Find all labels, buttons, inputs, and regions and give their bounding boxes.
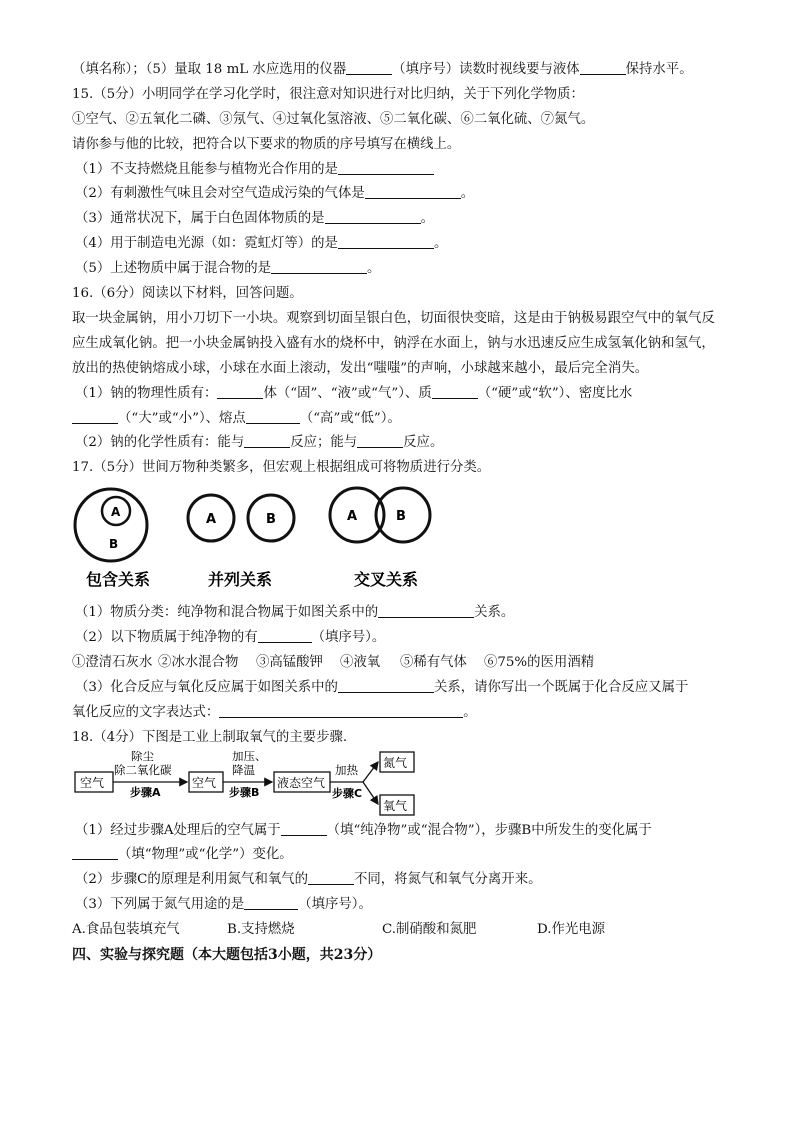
- q16-sub-1-text-e: （“高”或“低”）。: [299, 410, 401, 426]
- caption-intersection: 交叉关系: [354, 570, 419, 590]
- q16-sub-1-text-a: （1）钠的物理性质有：: [75, 385, 218, 401]
- answer-blank[interactable]: [217, 383, 263, 399]
- q17-sub-1-text-b: 关系。: [474, 605, 515, 621]
- answer-blank[interactable]: [219, 702, 463, 718]
- option-3: ③高锰酸钾: [256, 654, 323, 670]
- answer-blank[interactable]: [281, 820, 327, 836]
- step-c-name: 步骤C: [332, 786, 363, 800]
- q15-sub-5-text: （5）上述物质中属于混合物的是: [75, 261, 271, 277]
- label-b: B: [266, 512, 276, 528]
- q18-sub-1-text-b: （填“纯净物”或“混合物”），步骤B中所发生的变化属于: [326, 822, 652, 838]
- q18-sub-2-text-b: 不同，将氮气和氧气分离开来。: [354, 872, 542, 888]
- q15-sub-4: [72, 232, 722, 257]
- period: 。: [460, 186, 475, 202]
- period: 。: [463, 704, 477, 720]
- q15-sub-1-text: （1）不支持燃烧且能参与植物光合作用的是: [75, 161, 338, 177]
- answer-blank[interactable]: [244, 894, 298, 910]
- step-b-label-2: 降温: [232, 762, 255, 777]
- option-c: C.制硝酸和氮肥: [382, 922, 477, 938]
- option-a: A.食品包装填充气: [72, 922, 180, 938]
- answer-blank[interactable]: [580, 59, 626, 75]
- q14-tail-text-3: 保持水平。: [625, 62, 693, 77]
- q16-sub-1-line1: [72, 382, 722, 407]
- q16-sub-2-text-c: 反应。: [403, 435, 444, 451]
- caption-inclusion: 包含关系: [86, 570, 151, 590]
- answer-blank[interactable]: [432, 383, 478, 399]
- q18-sub-1-text-a: （1）经过步骤A处理后的空气属于: [75, 822, 281, 838]
- q17-sub-3-line2: [72, 701, 722, 726]
- q16-sub-1-text-d: （“大”或“小”）、熔点: [118, 410, 246, 426]
- q16-sub-2: [72, 431, 722, 456]
- label-a: A: [347, 509, 358, 525]
- answer-blank[interactable]: [308, 869, 354, 885]
- answer-blank[interactable]: [72, 408, 118, 424]
- period: 。: [367, 261, 381, 277]
- answer-blank[interactable]: [271, 258, 367, 274]
- relation-diagram-svg: [72, 481, 452, 601]
- option-4: ④液氧: [340, 654, 381, 670]
- label-a: A: [111, 505, 121, 520]
- box-liquid-air-label: 液态空气: [277, 775, 326, 790]
- q16-sub-2-text-a: （2）钠的化学性质有：能与: [75, 435, 245, 451]
- q15-title: 15.（5分）小明同学在学习化学时，很注意对知识进行对比归纳，关于下列化学物质：: [72, 86, 584, 102]
- option-2: ②冰水混合物: [158, 654, 239, 670]
- relation-diagram: [72, 481, 722, 601]
- q17-sub-2-text-b: （填序号）。: [311, 630, 386, 646]
- step-a-label-2: 除二氧化碳: [114, 762, 172, 777]
- answer-blank[interactable]: [338, 677, 434, 693]
- q18-sub-2: [72, 868, 722, 893]
- q15-sub-2-text: （2）有刺激性气味且会对空气造成污染的气体是: [75, 186, 365, 202]
- answer-blank[interactable]: [357, 432, 403, 448]
- q14-tail-line: [72, 58, 722, 83]
- step-c-label: 加热: [335, 762, 358, 777]
- q17-sub-3-line1: [72, 676, 722, 701]
- caption-parallel: 并列关系: [208, 570, 273, 590]
- q18-sub-1-line2: [72, 843, 722, 868]
- label-a: A: [206, 512, 217, 528]
- q15-sub-4-text: （4）用于制造电光源（如：霓虹灯等）的是: [75, 236, 338, 252]
- step-a-label-1: 除尘: [131, 750, 154, 763]
- answer-blank[interactable]: [72, 844, 118, 860]
- q17-sub-3-text-b: 关系，请你写出一个既属于化合反应又属于: [433, 679, 689, 695]
- label-b: B: [109, 537, 119, 552]
- q15-instruction: 请你参与他的比较，把符合以下要求的物质的序号填写在横线上。: [72, 136, 461, 152]
- q15-sub-5: [72, 257, 722, 282]
- answer-blank[interactable]: [365, 183, 461, 199]
- arrow-to-o2: [363, 782, 378, 804]
- q15-sub-2: [72, 182, 722, 207]
- q16-sub-1-text-c: （“硬”或“软”）、密度比水: [477, 385, 633, 401]
- answer-blank[interactable]: [244, 432, 290, 448]
- q17-sub-3-text-c: 氧化反应的文字表达式：: [72, 704, 220, 720]
- option-d: D.作光电源: [537, 922, 606, 938]
- q18-options: [72, 918, 722, 943]
- q17-sub-1: [72, 601, 722, 626]
- q18-sub-3-text-b: （填序号）。: [298, 897, 372, 913]
- answer-blank[interactable]: [258, 627, 312, 643]
- period: 。: [420, 211, 434, 227]
- option-b: B.支持燃烧: [227, 922, 295, 938]
- q17-sub-2: [72, 626, 722, 651]
- q18-sub-1-line1: [72, 819, 722, 844]
- option-6: ⑥75%的医用酒精: [484, 654, 595, 670]
- option-5: ⑤稀有气体: [400, 654, 467, 670]
- box-air-1-label: 空气: [80, 775, 105, 790]
- q18-sub-3-text-a: （3）下列属于氮气用途的是: [75, 897, 245, 913]
- answer-blank[interactable]: [378, 602, 474, 618]
- label-b: B: [396, 509, 406, 525]
- oxygen-process-flow: [72, 751, 722, 819]
- q14-tail-text-2: （填序号）读数时视线要与液体: [392, 62, 580, 77]
- period: 。: [433, 236, 448, 252]
- exam-page: [72, 58, 722, 968]
- oxygen-process-flow-svg: [72, 751, 432, 819]
- section-4-heading: 四、实验与探究题（本大题包括3小题，共23分）: [72, 946, 382, 963]
- q18-title: 18.（4分）下图是工业上制取氧气的主要步骤.: [72, 729, 348, 745]
- step-b-name: 步骤B: [229, 785, 260, 799]
- box-air-2-label: 空气: [192, 775, 217, 790]
- q18-sub-2-text-a: （2）步骤C的原理是利用氮气和氧气的: [75, 872, 309, 888]
- q18-sub-3: [72, 893, 722, 918]
- box-n2-label: 氮气: [383, 755, 408, 770]
- q16-passage: 取一块金属钠，用小刀切下一小块。观察到切面呈银白色，切面很快变暗，这是由于钠极易跟空气中的氧气反应生成氧化钠。把一小块金属钠投入盛有水的烧杯中，钠浮在水面上，钠与水迅速反应生成氢氧化钠和氢气，放出的热使钠熔成小球，小球在水面上滚动，发出“嗤嗤”的声响，小球越来越小，最后完全消失。: [72, 310, 715, 376]
- answer-blank[interactable]: [346, 59, 392, 75]
- q16-title: 16.（6分）阅读以下材料，回答问题。: [72, 286, 303, 302]
- q16-sub-1-text-b: 体（“固”、“液”或“气”）、质: [263, 385, 432, 401]
- q16-sub-2-text-b: 反应；能与: [290, 435, 358, 451]
- box-o2-label: 氧气: [383, 798, 408, 813]
- q17-sub-2-text-a: （2）以下物质属于纯净物的有: [75, 630, 258, 646]
- answer-blank[interactable]: [246, 408, 300, 424]
- q18-sub-1-text-c: （填“物理”或“化学”）变化。: [118, 847, 293, 863]
- step-b-label-1: 加压、: [232, 750, 267, 763]
- q16-sub-1-line2: [72, 407, 722, 432]
- answer-blank[interactable]: [338, 159, 434, 175]
- q14-tail-text-1: （填名称）；（5）量取 18 mL 水应选用的仪器: [72, 62, 347, 77]
- option-1: ①澄清石灰水: [72, 654, 153, 670]
- q15-substance-list: ①空气、②五氧化二磷、③氖气、④过氧化氢溶液、⑤二氧化碳、⑥二氧化硫、⑦氮气。: [72, 111, 595, 127]
- q17-title: 17.（5分）世间万物种类繁多，但宏观上根据组成可将物质进行分类。: [72, 460, 491, 476]
- q15-sub-3-text: （3）通常状况下，属于白色固体物质的是: [75, 211, 325, 227]
- q17-options: [72, 651, 722, 676]
- q15-sub-1: [72, 158, 722, 183]
- arrow-to-n2: [363, 762, 378, 782]
- q17-sub-1-text-a: （1）物质分类：纯净物和混合物属于如图关系中的: [75, 605, 379, 621]
- step-a-name: 步骤A: [130, 785, 161, 799]
- q15-sub-3: [72, 207, 722, 232]
- q17-sub-3-text-a: （3）化合反应与氧化反应属于如图关系中的: [75, 679, 338, 695]
- answer-blank[interactable]: [325, 208, 421, 224]
- answer-blank[interactable]: [338, 233, 434, 249]
